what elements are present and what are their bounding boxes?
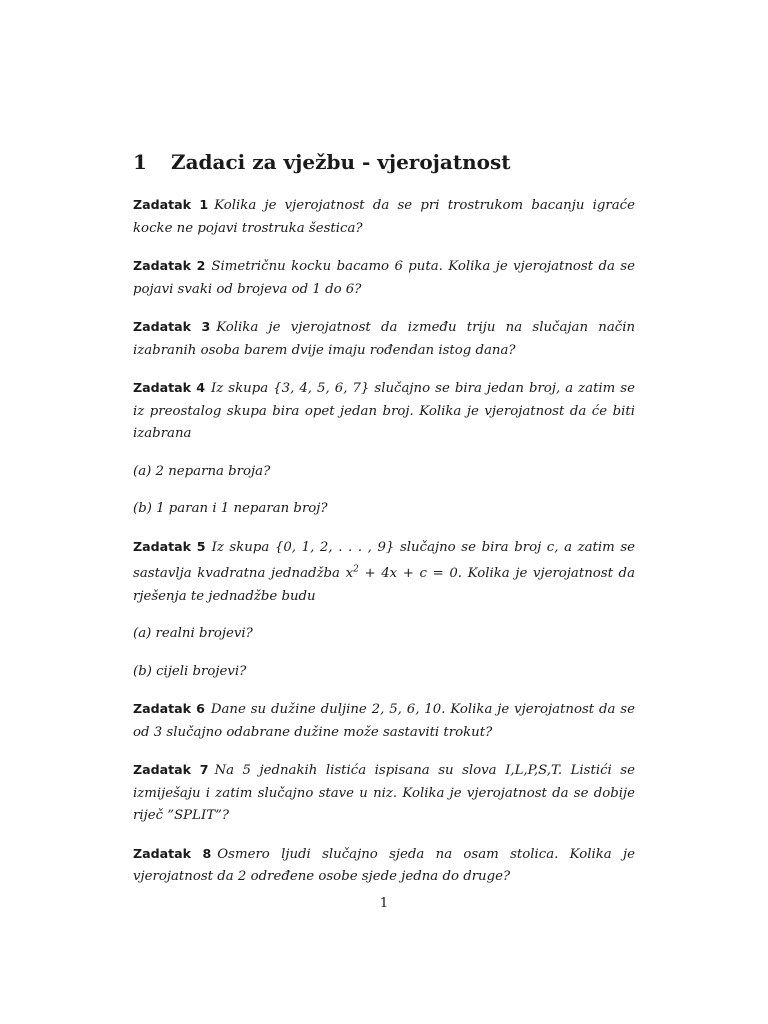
task-5-option-b: (b) cijeli brojevi? bbox=[133, 663, 247, 679]
document-page bbox=[133, 150, 635, 904]
task-4 bbox=[133, 377, 635, 446]
task-8 bbox=[133, 843, 635, 889]
section-heading bbox=[133, 150, 635, 174]
task-label: Zadatak 1 bbox=[133, 197, 209, 212]
task-5-option-a: (a) realni brojevi? bbox=[133, 626, 253, 642]
task-6 bbox=[133, 698, 635, 744]
section-number: 1 bbox=[133, 150, 147, 174]
task-label: Zadatak 8 bbox=[133, 845, 212, 861]
task-7 bbox=[133, 759, 635, 828]
task-label: Zadatak 2 bbox=[133, 258, 206, 273]
task-label: Zadatak 5 bbox=[133, 538, 206, 554]
task-text: Dane su dužine duljine 2, 5, 6, 10. Kolika je vjerojatnost da se od 3 slučajno odabrane dužine može sastaviti trokut? bbox=[133, 702, 636, 740]
task-text-part: + 4x + c = 0. Kolika je vjerojatnost da rješenja te jednadžbe budu bbox=[133, 566, 635, 604]
task-label: Zadatak 6 bbox=[133, 701, 205, 717]
task-label: Zadatak 7 bbox=[133, 762, 209, 778]
task-label: Zadatak 3 bbox=[133, 319, 211, 334]
task-1 bbox=[133, 194, 635, 240]
task-4-option-b: (b) 1 paran i 1 neparan broj? bbox=[133, 501, 328, 516]
task-5 bbox=[133, 536, 635, 609]
page-number: 1 bbox=[379, 896, 389, 911]
task-label: Zadatak 4 bbox=[133, 380, 205, 395]
task-4-option-a: (a) 2 neparna broja? bbox=[133, 463, 271, 479]
task-text: Kolika je vjerojatnost da između triju na slučajan način izabranih osoba barem dvije imaju rođendan istog dana? bbox=[133, 320, 636, 358]
task-3 bbox=[133, 316, 635, 362]
task-text: Iz skupa {3, 4, 5, 6, 7} slučajno se bira jedan broj, a zatim se iz preostalog skupa bira opet jedan broj. Kolika je vjerojatnost da će biti izabrana bbox=[133, 381, 635, 441]
task-2 bbox=[133, 255, 635, 301]
task-text bbox=[133, 540, 635, 604]
task-text-part: Iz skupa {0, 1, 2, . . . , 9} slučajno se bira broj c, a zatim se sastavlja kvadratna jednadžba x bbox=[133, 539, 636, 582]
task-text: Kolika je vjerojatnost da se pri trostrukom bacanju igraće kocke ne pojavi trostruka šestica? bbox=[133, 198, 635, 236]
task-text: Osmero ljudi slučajno sjeda na osam stolica. Kolika je vjerojatnost da 2 određene osobe sjede jedna do druge? bbox=[133, 846, 635, 885]
exponent: 2 bbox=[353, 565, 359, 575]
task-text: Simetričnu kocku bacamo 6 puta. Kolika je vjerojatnost da se pojavi svaki od brojeva od 1 do 6? bbox=[133, 259, 635, 297]
task-text: Na 5 jednakih listića ispisana su slova I,L,P,S,T. Listići se izmiješaju i zatim slučajno stave u niz. Kolika je vjerojatnost da se dobije riječ ”SPLIT”? bbox=[133, 763, 635, 824]
section-title: Zadaci za vježbu - vjerojatnost bbox=[171, 150, 511, 174]
